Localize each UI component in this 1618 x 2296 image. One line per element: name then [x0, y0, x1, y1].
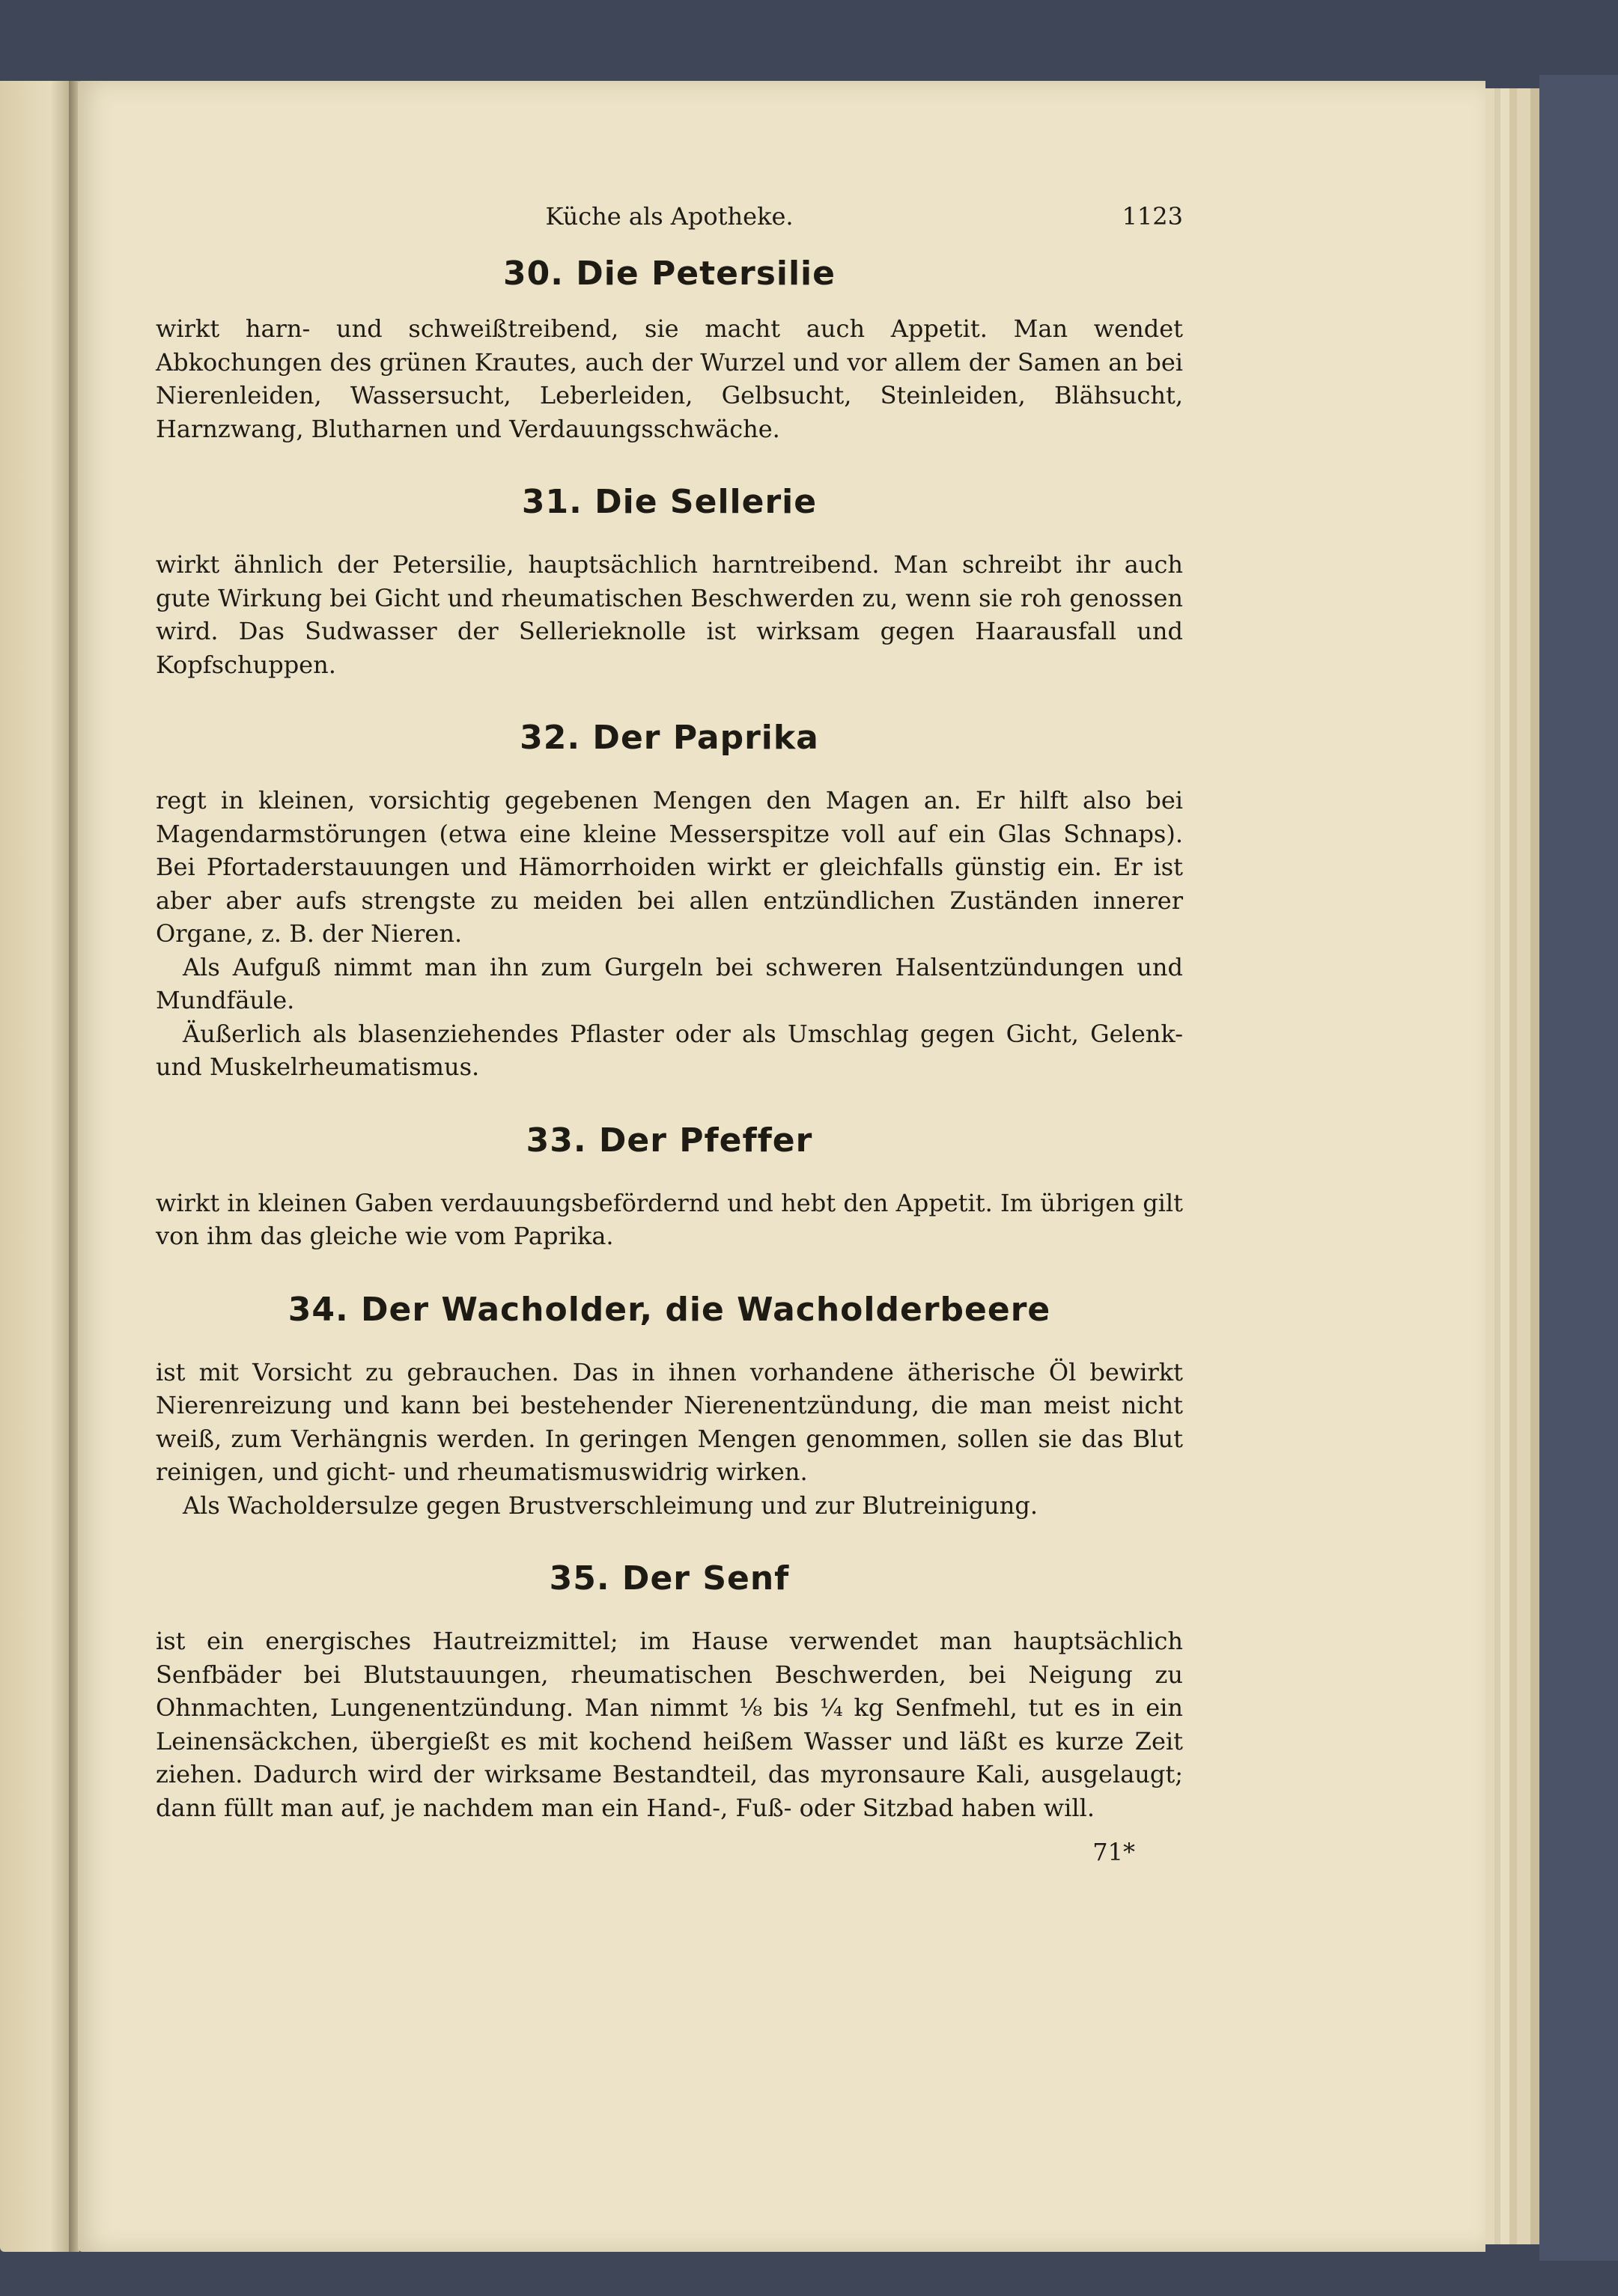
- section-paragraph: regt in kleinen, vorsichtig gegebenen Mengen den Magen an. Er hilft also bei Magendarmstörungen (etwa eine kleine Messerspitze voll auf ein Glas Schnaps). Bei Pfortaderstauungen und Hämorrhoiden wirkt er gleichfalls günstig ein. Er ist aber aber aufs strengste zu meiden bei allen entzündlichen Zuständen innerer Organe, z. B. der Nieren.: [156, 786, 1183, 948]
- section-35: [156, 1559, 1183, 1824]
- running-head: [156, 202, 1183, 255]
- section-paragraph: wirkt harn- und schweißtreibend, sie macht auch Appetit. Man wendet Abkochungen des grünen Krautes, auch der Wurzel und vor allem der Samen an bei Nierenleiden, Wassersucht, Leberleiden, Gelbsucht, Steinleiden, Blähsucht, Harnzwang, Blutharnen und Verdauungsschwäche.: [156, 314, 1183, 443]
- section-paragraph: Als Wacholdersulze gegen Brustverschleimung und zur Blutreinigung.: [183, 1490, 1038, 1520]
- section-paragraph: Als Aufguß nimmt man ihn zum Gurgeln bei schweren Halsentzündungen und Mundfäule.: [156, 952, 1183, 1014]
- left-page-edge: [0, 81, 72, 2252]
- section-31: [156, 483, 1183, 681]
- section-33: [156, 1121, 1183, 1253]
- section-paragraph: wirkt in kleinen Gaben verdauungsbefördernd und hebt den Appetit. Im übrigen gilt von ihm das gleiche wie vom Paprika.: [156, 1188, 1183, 1250]
- section-heading: 30. Die Petersilie: [503, 255, 836, 293]
- section-paragraph: wirkt ähnlich der Petersilie, hauptsächlich harntreibend. Man schreibt ihr auch gute Wirkung bei Gicht und rheumatischen Beschwerden zu, wenn sie roh genossen wird. Das Sudwasser der Sellerieknolle ist wirksam gegen Haarausfall und Kopfschuppen.: [156, 550, 1183, 679]
- page-edge: [1530, 88, 1539, 2244]
- section-heading: 35. Der Senf: [549, 1559, 790, 1598]
- section-heading: 33. Der Pfeffer: [526, 1121, 813, 1160]
- section-heading: 32. Der Paprika: [520, 719, 819, 757]
- page-number: 1123: [1122, 202, 1183, 231]
- page-edge: [1500, 88, 1509, 2244]
- section-paragraph: ist mit Vorsicht zu gebrauchen. Das in ihnen vorhandene ätherische Öl bewirkt Nierenreizung und kann bei bestehender Nierenentzündung, die man meist nicht weiß, zum Verhängnis werden. In geringen Mengen genommen, sollen sie das Blut reinigen, und gicht- und rheumatismuswidrig wirken.: [156, 1357, 1183, 1486]
- page-text-block: [156, 202, 1183, 1866]
- running-title: Küche als Apotheke.: [545, 202, 794, 231]
- signature-mark: 71*: [1092, 1838, 1135, 1866]
- section-paragraph: Äußerlich als blasenziehendes Pflaster oder als Umschlag gegen Gicht, Gelenk- und Muskelrheumatismus.: [156, 1019, 1183, 1081]
- page-edge: [1485, 88, 1494, 2244]
- section-heading: 31. Die Sellerie: [521, 483, 818, 521]
- page-edge: [1509, 88, 1517, 2244]
- section-heading: 34. Der Wacholder, die Wacholderbeere: [288, 1290, 1051, 1329]
- page-edge: [1517, 88, 1530, 2244]
- section-30: [156, 255, 1183, 445]
- section-34: [156, 1291, 1183, 1523]
- section-32: [156, 719, 1183, 1084]
- book-cover-edge: [1539, 75, 1618, 2261]
- page-edge: [1494, 88, 1500, 2244]
- section-paragraph: ist ein energisches Hautreizmittel; im Hause verwendet man hauptsächlich Senfbäder bei Blutstauungen, rheumatischen Beschwerden, bei Neigung zu Ohnmachten, Lungenentzündung. Man nimmt ⅛ bis ¼ kg Senfmehl, tut es in ein Leinensäckchen, übergießt es mit kochend heißem Wasser und läßt es kurze Zeit ziehen. Dadurch wird der wirksame Bestandteil, das myronsaure Kali, ausgelaugt; dann füllt man auf, je nachdem man ein Hand-, Fuß- oder Sitzbad haben will.: [156, 1627, 1183, 1822]
